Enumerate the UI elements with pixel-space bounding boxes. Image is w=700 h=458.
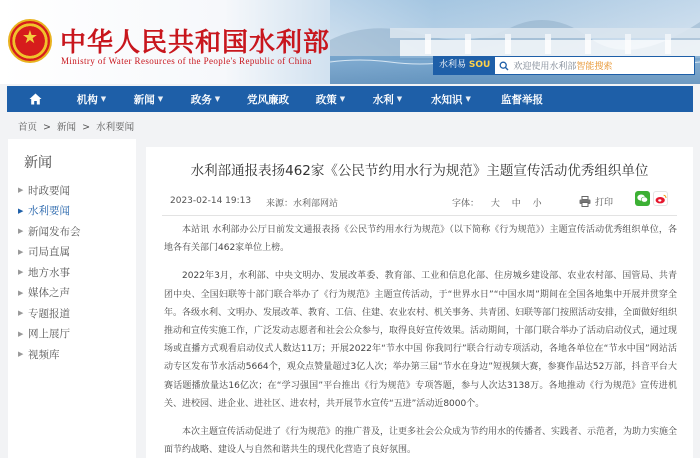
chevron-down-icon: ▼ [396, 95, 403, 103]
print-button[interactable]: 打印 [579, 195, 613, 208]
search-brand-tag: 水利易 SOU [434, 57, 495, 74]
nav-item-supervision-report[interactable]: 监督举报 [501, 93, 543, 106]
wechat-icon[interactable] [635, 191, 650, 206]
chevron-down-icon: ▼ [214, 95, 221, 103]
chevron-down-icon: ▼ [157, 95, 164, 103]
article-body [164, 221, 677, 458]
sidebar-item-special-reports[interactable]: ▶ 专题报道 [18, 307, 70, 320]
chevron-right-icon: ▶ [18, 350, 24, 359]
chevron-right-icon: ▶ [18, 288, 24, 297]
nav-item-institutions[interactable]: 机构 ▼ [76, 93, 107, 106]
breadcrumb-home-link[interactable]: 首页 [18, 122, 38, 133]
sidebar-item-departments[interactable]: ▶ 司局直属 [18, 246, 70, 259]
sidebar-item-water-news[interactable]: ▶ 水利要闻 [18, 205, 70, 218]
home-icon[interactable] [7, 86, 63, 112]
breadcrumb-current[interactable]: 水利要闻 [96, 122, 135, 133]
sidebar-item-local-water-affairs[interactable]: ▶ 地方水事 [18, 266, 70, 279]
breadcrumb-separator: > [43, 122, 52, 133]
article-title: 水利部通报表扬462家《公民节约用水行为规范》主题宣传活动优秀组织单位 [190, 163, 649, 179]
breadcrumb-news-link[interactable]: 新闻 [57, 122, 77, 133]
sidebar-item-online-exhibition[interactable]: ▶ 网上展厅 [18, 328, 70, 341]
site-header [0, 0, 700, 84]
weibo-icon[interactable] [653, 191, 668, 206]
search-bar[interactable] [433, 56, 695, 75]
national-emblem-icon[interactable] [8, 19, 52, 63]
chevron-right-icon: ▶ [18, 329, 24, 338]
site-title[interactable]: 中华人民共和国水利部 [60, 28, 331, 58]
nav-item-party-integrity[interactable]: 党风廉政 [247, 93, 289, 106]
breadcrumb [18, 119, 137, 133]
chevron-right-icon: ▶ [18, 227, 24, 236]
article-paragraph: 本次主题宣传活动促进了《行为规范》的推广普及，让更多社会公众成为节约用水的传播者、实践者、示范者，为助力实施全面节约战略、建设人与自然和谐共生的现代化营造了良好氛围。 [164, 427, 678, 456]
nav-item-policy[interactable]: 政策 ▼ [315, 93, 346, 106]
chevron-down-icon: ▼ [465, 95, 471, 103]
sidebar-item-current-affairs[interactable]: ▶ 时政要闻 [18, 184, 70, 197]
article-source: 来源：水利部网站 [266, 199, 339, 209]
font-size-large-button[interactable]: 大 [490, 199, 500, 209]
font-size-control [452, 196, 542, 209]
search-input[interactable]: 欢迎使用水利部智能搜索 [513, 62, 613, 72]
sidebar-item-video-library[interactable]: ▶ 视频库 [18, 348, 60, 361]
nav-item-water-conservancy[interactable]: 水利 ▼ [372, 93, 403, 106]
nav-item-government-affairs[interactable]: 政务 ▼ [190, 93, 221, 106]
sidebar-item-press-conference[interactable]: ▶ 新闻发布会 [18, 225, 81, 238]
printer-icon [579, 196, 591, 207]
article-divider [162, 215, 677, 216]
chevron-down-icon: ▼ [100, 95, 107, 103]
sidebar [8, 139, 136, 458]
chevron-right-icon: ▶ [18, 206, 24, 215]
article-meta [162, 191, 677, 213]
share-buttons [635, 191, 671, 206]
search-icon[interactable] [495, 57, 513, 74]
font-size-medium-button[interactable]: 中 [511, 199, 521, 209]
font-size-small-button[interactable]: 小 [532, 199, 542, 209]
breadcrumb-separator: > [82, 122, 91, 133]
sidebar-item-media-voice[interactable]: ▶ 媒体之声 [18, 287, 70, 300]
site-subtitle: Ministry of Water Resources of the People's Republic of China [61, 56, 312, 66]
chevron-right-icon: ▶ [18, 186, 24, 195]
nav-item-water-knowledge[interactable]: 水知识 ▼ [431, 93, 471, 106]
sidebar-menu [18, 180, 81, 365]
nav-item-news[interactable]: 新闻 ▼ [133, 93, 164, 106]
emblem-star-icon: ★ [21, 27, 39, 48]
main-nav [7, 86, 693, 112]
article-paragraph: 2022年3月，水利部、中央文明办、发展改革委、教育部、工业和信息化部、住房城乡建设部、农业农村部、国管局、共青团中央、全国妇联等十部门联合举办了《行为规范》主题宣传活动，于“世界水日”“中国水周”期间在全国各地集中开展并贯穿全年。各级水利、文明办、发展改革、教育、工信、住建、农业农村、机关事务、共青团、妇联等部门按照活动安排，全面做好组织推动和宣传实施工作，广泛发动志愿者和社会公众参与，取得良好宣传效果。活动期间，十部门联合举办了活动启动仪式，通过现场或直播方式观看启动仪式人数达11万；开展2022年“节水中国 你我同行”联合行动专项活动，各地各单位在“节水中国”网站活动专区发布节水活动5664个，观众点赞量超过3亿人次；举办第三届“节水在身边”短视频大赛，参赛作品达52万部，抖音平台大赛话题播放量达16亿次；在“学习强国”平台推出《行为规范》专项答题，参与人次达3138万。各地推动《行为规范》宣传进机关、进校园、进企业、进社区、进农村，共开展节水宣传“五进”活动近8000个。 [164, 271, 678, 409]
article-paragraph: 本站讯 水利部办公厅日前发文通报表扬《公民节约用水行为规范》（以下简称《行为规范》）主题宣传活动优秀组织单位，各地各有关部门462家单位上榜。 [164, 225, 677, 254]
article-date: 2023-02-14 19:13 [170, 196, 252, 206]
article-panel [146, 147, 693, 458]
chevron-right-icon: ▶ [18, 247, 24, 256]
chevron-down-icon: ▼ [339, 95, 346, 103]
sidebar-heading: 新闻 [24, 155, 52, 171]
chevron-right-icon: ▶ [18, 268, 24, 277]
font-size-label: 字体： [452, 199, 480, 209]
chevron-right-icon: ▶ [18, 309, 24, 318]
